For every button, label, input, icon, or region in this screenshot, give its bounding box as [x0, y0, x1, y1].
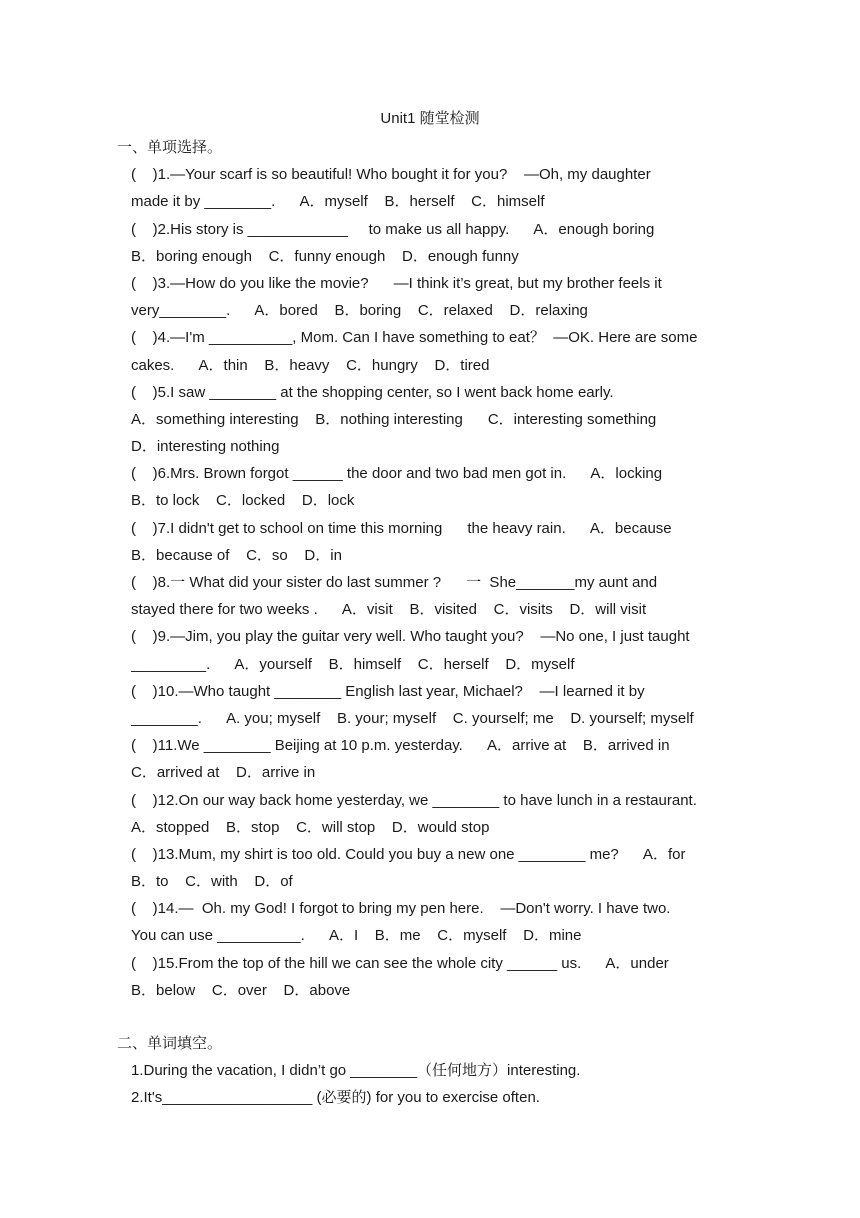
- text-line: ( )13.Mum, my shirt is too old. Could you buy a new one ________ me? A．for: [131, 845, 686, 863]
- text-line: ( )1.—Your scarf is so beautiful! Who bought it for you? —Oh, my daughter: [131, 166, 651, 184]
- text-line: B．because of C．so D．in: [131, 546, 342, 564]
- text-line: _________. A．yourself B．himself C．herself D．myself: [131, 655, 575, 673]
- text-line: ( )3.—How do you like the movie? —I think it’s great, but my brother feels it: [131, 274, 662, 292]
- text-line: You can use __________. A．I B．me C．myself D．mine: [131, 927, 582, 945]
- text-line: B．to C．with D．of: [131, 873, 293, 891]
- document-body: [117, 134, 741, 1112]
- text-line: ________. A. you; myself B. your; myself C. yourself; me D. yourself; myself: [131, 709, 694, 727]
- text-line: very________. A．bored B．boring C．relaxed D．relaxing: [131, 302, 588, 320]
- text-line: ( )4.—I'm __________, Mom. Can I have something to eat？ —OK. Here are some: [131, 329, 698, 347]
- text-line: A．something interesting B．nothing interesting C．interesting something: [131, 410, 657, 428]
- text-line: cakes. A．thin B．heavy C．hungry D．tired: [131, 356, 490, 374]
- text-line: B．below C．over D．above: [131, 981, 351, 999]
- text-line: ( )8.一 What did your sister do last summer ? 一 She_______my aunt and: [131, 574, 658, 591]
- section-heading-2: 二、单词填空。: [117, 1035, 223, 1052]
- text-line: ( )12.On our way back home yesterday, we ________ to have lunch in a restaurant.: [131, 791, 697, 809]
- section-spacer: [131, 1004, 741, 1030]
- text-line: stayed there for two weeks . A．visit B．visited C．visits D．will visit: [131, 601, 647, 619]
- text-line: ( )9.—Jim, you play the guitar very well. Who taught you? —No one, I just taught: [131, 628, 690, 646]
- text-line: D．interesting nothing: [131, 438, 280, 456]
- text-line: B．boring enough C．funny enough D．enough funny: [131, 247, 519, 265]
- text-line: ( )2.His story is ____________ to make us all happy. A．enough boring: [131, 220, 655, 238]
- text-line: made it by ________. A．myself B．herself C．himself: [131, 193, 545, 211]
- text-line: ( )6.Mrs. Brown forgot ______ the door and two bad men got in. A．locking: [131, 465, 663, 483]
- text-line: 2.It's__________________ (必要的) for you to exercise often.: [131, 1089, 540, 1107]
- text-line: ( )11.We ________ Beijing at 10 p.m. yesterday. A．arrive at B．arrived in: [131, 737, 670, 755]
- text-line: 1.During the vacation, I didn’t go ________（任何地方）interesting.: [131, 1062, 581, 1080]
- page-title: Unit1 随堂检测: [380, 110, 480, 127]
- text-line: ( )14.— Oh. my God! I forgot to bring my pen here. —Don't worry. I have two.: [131, 900, 671, 918]
- text-line: ( )5.I saw ________ at the shopping center, so I went back home early.: [131, 383, 614, 401]
- text-line: ( )7.I didn't get to school on time this morning the heavy rain. A．because: [131, 519, 672, 537]
- text-line: ( )15.From the top of the hill we can see the whole city ______ us. A．under: [131, 954, 669, 972]
- section-heading-1: 一、单项选择。: [117, 139, 223, 156]
- text-line: B．to lock C．locked D．lock: [131, 492, 355, 510]
- text-line: ( )10.—Who taught ________ English last year, Michael? —I learned it by: [131, 682, 645, 700]
- text-line: A．stopped B．stop C．will stop D．would stop: [131, 818, 490, 836]
- text-line: C．arrived at D．arrive in: [131, 764, 316, 782]
